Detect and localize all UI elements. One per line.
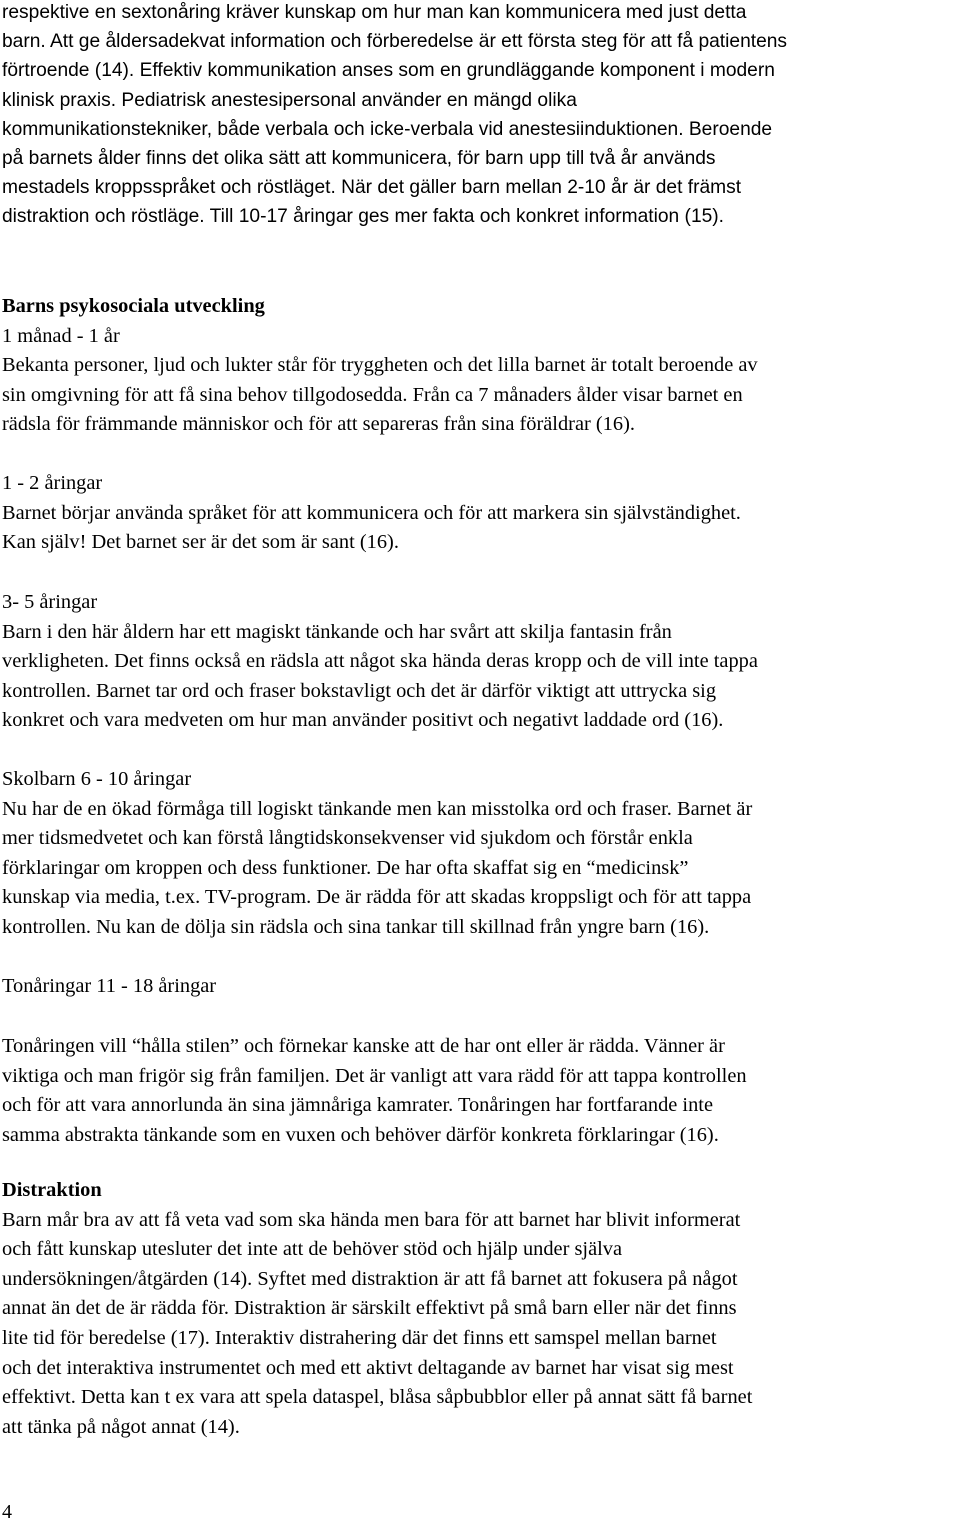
distraction-section — [2, 1176, 956, 1442]
age-group-title: Tonåringar 11 - 18 åringar — [2, 975, 217, 997]
teen-section — [2, 1032, 956, 1150]
body-line: kunskap via media, t.ex. TV-program. De är rädda för att skadas kroppsligt och för att tappa — [2, 886, 752, 909]
body-line: kontrollen. Barnet tar ord och fraser bokstavligt och det är därför viktigt att uttrycka sig — [2, 679, 717, 702]
intro-line: mestadels kroppsspråket och röstläget. När det gäller barn mellan 2-10 år är det främst — [2, 177, 742, 199]
body-line: Kan själv! Det barnet ser är det som är sant (16). — [2, 531, 399, 554]
school-section — [2, 765, 956, 943]
body-line: och det interaktiva instrumentet och med ett aktivt deltagande av barnet har visat sig mest — [2, 1356, 734, 1379]
age-group-title: 1 - 2 åringar — [2, 472, 103, 494]
body-line: Barnet börjar använda språket för att kommunicera och för att markera sin självständighet. — [2, 501, 741, 524]
body-line: konkret och vara medveten om hur man använder positivt och negativt laddade ord (16). — [2, 709, 724, 732]
body-line: Nu har de en ökad förmåga till logiskt tänkande men kan misstolka ord och fraser. Barnet är — [2, 797, 753, 820]
intro-line: på barnets ålder finns det olika sätt att kommunicera, för barn upp till två år används — [2, 148, 716, 170]
body-line: verkligheten. Det finns också en rädsla att något ska hända deras kropp och de vill inte tappa — [2, 650, 758, 673]
psychosocial-section — [2, 292, 956, 440]
body-line: förklaringar om kroppen och dess funktioner. De har ofta skaffat sig en “medicinsk” — [2, 856, 689, 879]
body-line: mer tidsmedvetet och kan förstå långtidskonsekvenser vid sjukdom och förstår enkla — [2, 827, 693, 850]
body-line: och för att vara annorlunda än sina jämnåriga kamrater. Tonåringen har fortfarande inte — [2, 1094, 713, 1117]
body-line: rädsla för främmande människor och för att separeras från sina föräldrar (16). — [2, 413, 635, 436]
body-line: viktiga och man frigör sig från familjen. Det är vanligt att vara rädd för att tappa kontrollen — [2, 1064, 747, 1087]
body-line: samma abstrakta tänkande som en vuxen och behöver därför konkreta förklaringar (16). — [2, 1123, 719, 1146]
intro-line: barn. Att ge åldersadekvat information och förberedelse är ett första steg för att få patientens — [2, 31, 788, 53]
body-line: Bekanta personer, ljud och lukter står för tryggheten och det lilla barnet är totalt beroende av — [2, 354, 758, 377]
age-group-title: 1 månad - 1 år — [2, 324, 120, 347]
section-heading: Barns psykosociala utveckling — [2, 295, 265, 317]
body-line: lite tid för beredelse (17). Interaktiv distrahering där det finns ett samspel mellan barnet — [2, 1326, 717, 1349]
intro-line: förtroende (14). Effektiv kommunikation anses som en grundläggande komponent i modern — [2, 60, 775, 82]
body-line: undersökningen/åtgärden (14). Syftet med distraktion är att få barnet att fokusera på något — [2, 1267, 738, 1290]
page-number: 4 — [2, 1501, 12, 1523]
age-group-title: 3- 5 åringar — [2, 591, 98, 613]
body-line: Barn i den här åldern har ett magiskt tänkande och har svårt att skilja fantasin från — [2, 620, 672, 643]
teen-title-block — [2, 972, 956, 1002]
toddler-section — [2, 469, 956, 558]
intro-line: kommunikationstekniker, både verbala och icke-verbala vid anestesiinduktionen. Beroende — [2, 118, 773, 140]
intro-line: distraktion och röstläge. Till 10-17 åringar ges mer fakta och konkret information (15). — [2, 206, 725, 228]
body-line: annat än det de är rädda för. Distraktion är särskilt effektivt på små barn eller när det finns — [2, 1297, 737, 1320]
body-line: sin omgivning för att få sina behov tillgodosedda. Från ca 7 månaders ålder visar barnet en — [2, 383, 743, 406]
intro-line: klinisk praxis. Pediatrisk anestesipersonal använder en mängd olika — [2, 89, 577, 111]
body-line: Barn mår bra av att få veta vad som ska hända men bara för att barnet har blivit informerat — [2, 1208, 741, 1231]
preschool-section — [2, 588, 956, 736]
body-line: effektivt. Detta kan t ex vara att spela dataspel, blåsa såpbubblor eller på annat sätt få barnet — [2, 1386, 753, 1409]
intro-paragraph — [2, 0, 956, 232]
body-line: kontrollen. Nu kan de dölja sin rädsla och sina tankar till skillnad från yngre barn (16). — [2, 915, 710, 938]
body-line: Tonåringen vill “hålla stilen” och förnekar kanske att de har ont eller är rädda. Vänner är — [2, 1035, 725, 1057]
body-line: och fått kunskap utesluter det inte att de behöver stöd och hjälp under själva — [2, 1238, 623, 1261]
body-line: att tänka på något annat (14). — [2, 1415, 240, 1438]
section-heading: Distraktion — [2, 1179, 102, 1201]
intro-line: respektive en sextonåring kräver kunskap om hur man kan kommunicera med just detta — [2, 2, 747, 23]
age-group-title: Skolbarn 6 - 10 åringar — [2, 768, 192, 790]
